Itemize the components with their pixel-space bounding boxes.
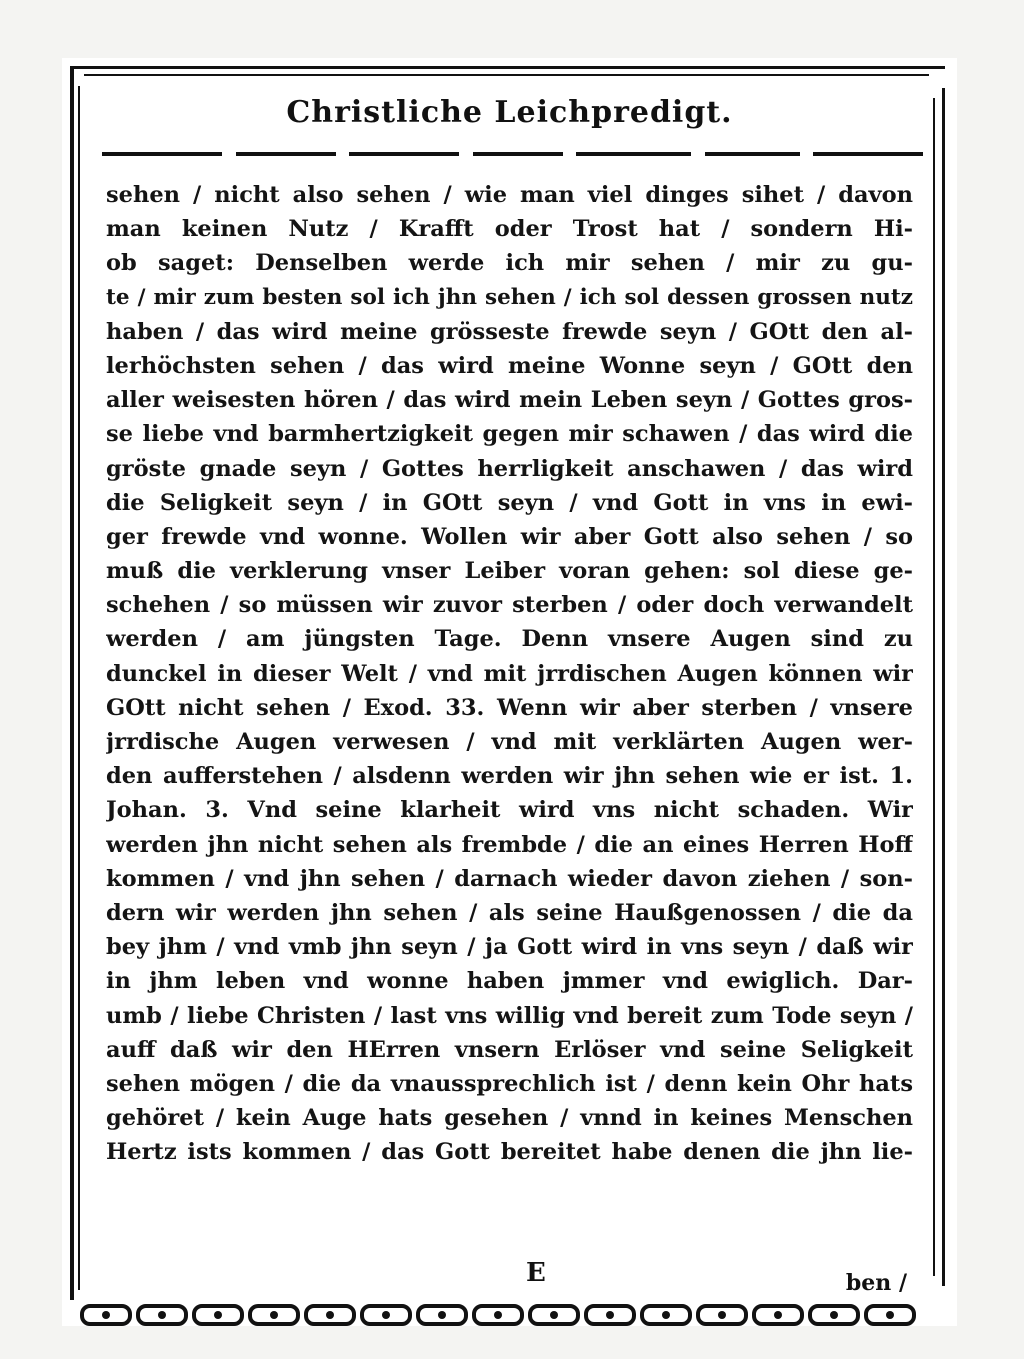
text-line: sehen / nicht also sehen / wie man viel dinges sihet / davon <box>106 182 913 208</box>
text-line: werden / am jüngsten Tage. Denn vnsere Augen sind zu <box>106 626 913 653</box>
text-line: bey jhm / vnd vmb jhn seyn / ja Gott wird in vns seyn / daß wir <box>106 934 913 961</box>
text-line: werden jhn nicht sehen als frembde / die an eines Herren Hoff <box>106 831 913 858</box>
frame-rule-right <box>942 88 945 1286</box>
text-line: lerhöchsten sehen / das wird meine Wonne seyn / GOtt den <box>106 352 913 379</box>
text-line: GOtt nicht sehen / Exod. 33. Wenn wir aber sterben / vnsere <box>106 694 913 721</box>
text-line: ob saget: Denselben werde ich mir sehen / mir zu gu- <box>106 250 913 277</box>
running-header: Christliche Leichpredigt. <box>286 95 733 130</box>
text-line: dern wir werden jhn sehen / als seine Haußgenossen / die da <box>106 899 913 926</box>
text-line: dunckel in dieser Welt / vnd mit jrrdischen Augen können wir <box>106 660 913 687</box>
text-line: sehen mögen / die da vnaussprechlich ist / denn kein Ohr hats <box>106 1070 913 1097</box>
text-line: kommen / vnd jhn sehen / darnach wieder davon ziehen / son- <box>106 865 913 892</box>
text-line: aller weisesten hören / das wird mein Leben seyn / Gottes gros- <box>106 387 913 414</box>
text-line: se liebe vnd barmhertzigkeit gegen mir schawen / das wird die <box>106 421 913 448</box>
signature-mark: E <box>526 1258 546 1288</box>
text-line: die Seligkeit seyn / in GOtt seyn / vnd Gott in vns in ewi- <box>106 489 913 516</box>
frame-rule-top-inner <box>84 74 929 76</box>
text-line: Johan. 3. Vnd seine klarheit wird vns nicht schaden. Wir <box>106 797 913 824</box>
ornament-chain-icon <box>80 1300 945 1330</box>
printed-page <box>62 58 957 1326</box>
text-line: gehöret / kein Auge hats gesehen / vnnd in keines Menschen <box>106 1105 913 1132</box>
text-line: auff daß wir den HErren vnsern Erlöser vnd seine Seligkeit <box>106 1036 913 1063</box>
frame-rule-right-inner <box>933 98 935 1276</box>
header-rule <box>102 152 923 158</box>
body-text <box>106 178 913 1169</box>
text-line: Hertz ists kommen / das Gott bereitet habe denen die jhn lie- <box>106 1139 913 1166</box>
text-line: umb / liebe Christen / last vns willig vnd bereit zum Tode seyn / <box>106 1002 913 1029</box>
text-line: te / mir zum besten sol ich jhn sehen / ich sol dessen grossen nutz <box>106 284 913 310</box>
ornamental-border <box>80 1300 945 1330</box>
frame-rule-top <box>72 66 945 69</box>
text-line: schehen / so müssen wir zuvor sterben / oder doch verwandelt <box>106 592 913 619</box>
page-footer <box>106 1258 913 1294</box>
frame-rule-left <box>70 66 74 1300</box>
text-line: ger frewde vnd wonne. Wollen wir aber Gott also sehen / so <box>106 523 913 550</box>
text-line: gröste gnade seyn / Gottes herrligkeit anschawen / das wird <box>106 455 913 482</box>
text-line: den aufferstehen / alsdenn werden wir jhn sehen wie er ist. 1. <box>106 763 913 790</box>
frame-rule-left-inner <box>78 86 80 1290</box>
text-line: in jhm leben vnd wonne haben jmmer vnd ewiglich. Dar- <box>106 968 913 995</box>
text-line: muß die verklerung vnser Leiber voran gehen: sol diese ge- <box>106 558 913 585</box>
catchword: ben / <box>845 1270 907 1296</box>
text-line: jrrdische Augen verwesen / vnd mit verklärten Augen wer- <box>106 729 913 755</box>
text-line: man keinen Nutz / Krafft oder Trost hat / sondern Hi- <box>106 216 913 243</box>
text-line: haben / das wird meine grösseste frewde seyn / GOtt den al- <box>106 318 913 345</box>
